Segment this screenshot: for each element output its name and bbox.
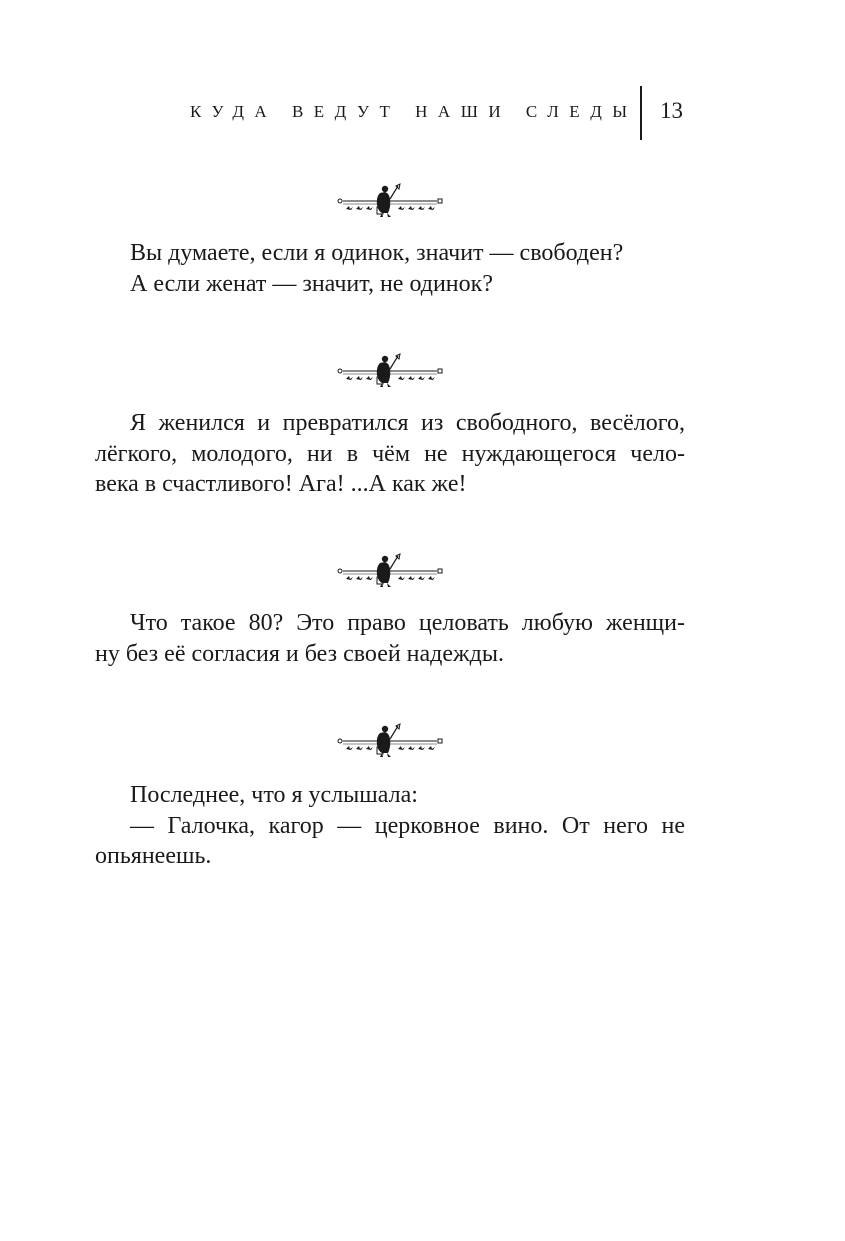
section-ornament xyxy=(336,183,444,219)
text-line: Я женился и превратился из свободного, весёлого, xyxy=(130,410,685,436)
paragraph xyxy=(95,608,685,669)
text-line: лёгкого, молодого, ни в чём не нуждающегося чело- xyxy=(95,440,685,467)
page-number: 13 xyxy=(660,98,683,123)
running-head: КУДА ВЕДУТ НАШИ СЛЕДЫ xyxy=(190,102,638,121)
text-line: ну без её согласия и без своей надежды. xyxy=(95,640,504,667)
section-ornament xyxy=(336,723,444,759)
wanderer-with-staff-icon xyxy=(336,183,444,219)
text-line: Последнее, что я услышала: xyxy=(130,782,418,808)
text-line: века в счастливого! Ага! ...А как же! xyxy=(95,471,467,497)
text-line: — Галочка, кагор — церковное вино. От него не xyxy=(130,812,685,839)
section-ornament xyxy=(336,553,444,589)
text-line: опьянеешь. xyxy=(95,843,212,869)
section-ornament xyxy=(336,353,444,389)
paragraph xyxy=(95,408,685,500)
paragraph xyxy=(95,780,685,872)
header-divider xyxy=(640,86,642,140)
text-line: А если женат — значит, не одинок? xyxy=(130,270,493,297)
wanderer-with-staff-icon xyxy=(336,553,444,589)
text-line: Вы думаете, если я одинок, значит — свободен? xyxy=(130,240,624,266)
wanderer-with-staff-icon xyxy=(336,723,444,759)
wanderer-with-staff-icon xyxy=(336,353,444,389)
paragraph xyxy=(95,238,685,299)
text-line: Что такое 80? Это право целовать любую женщи- xyxy=(130,610,685,636)
